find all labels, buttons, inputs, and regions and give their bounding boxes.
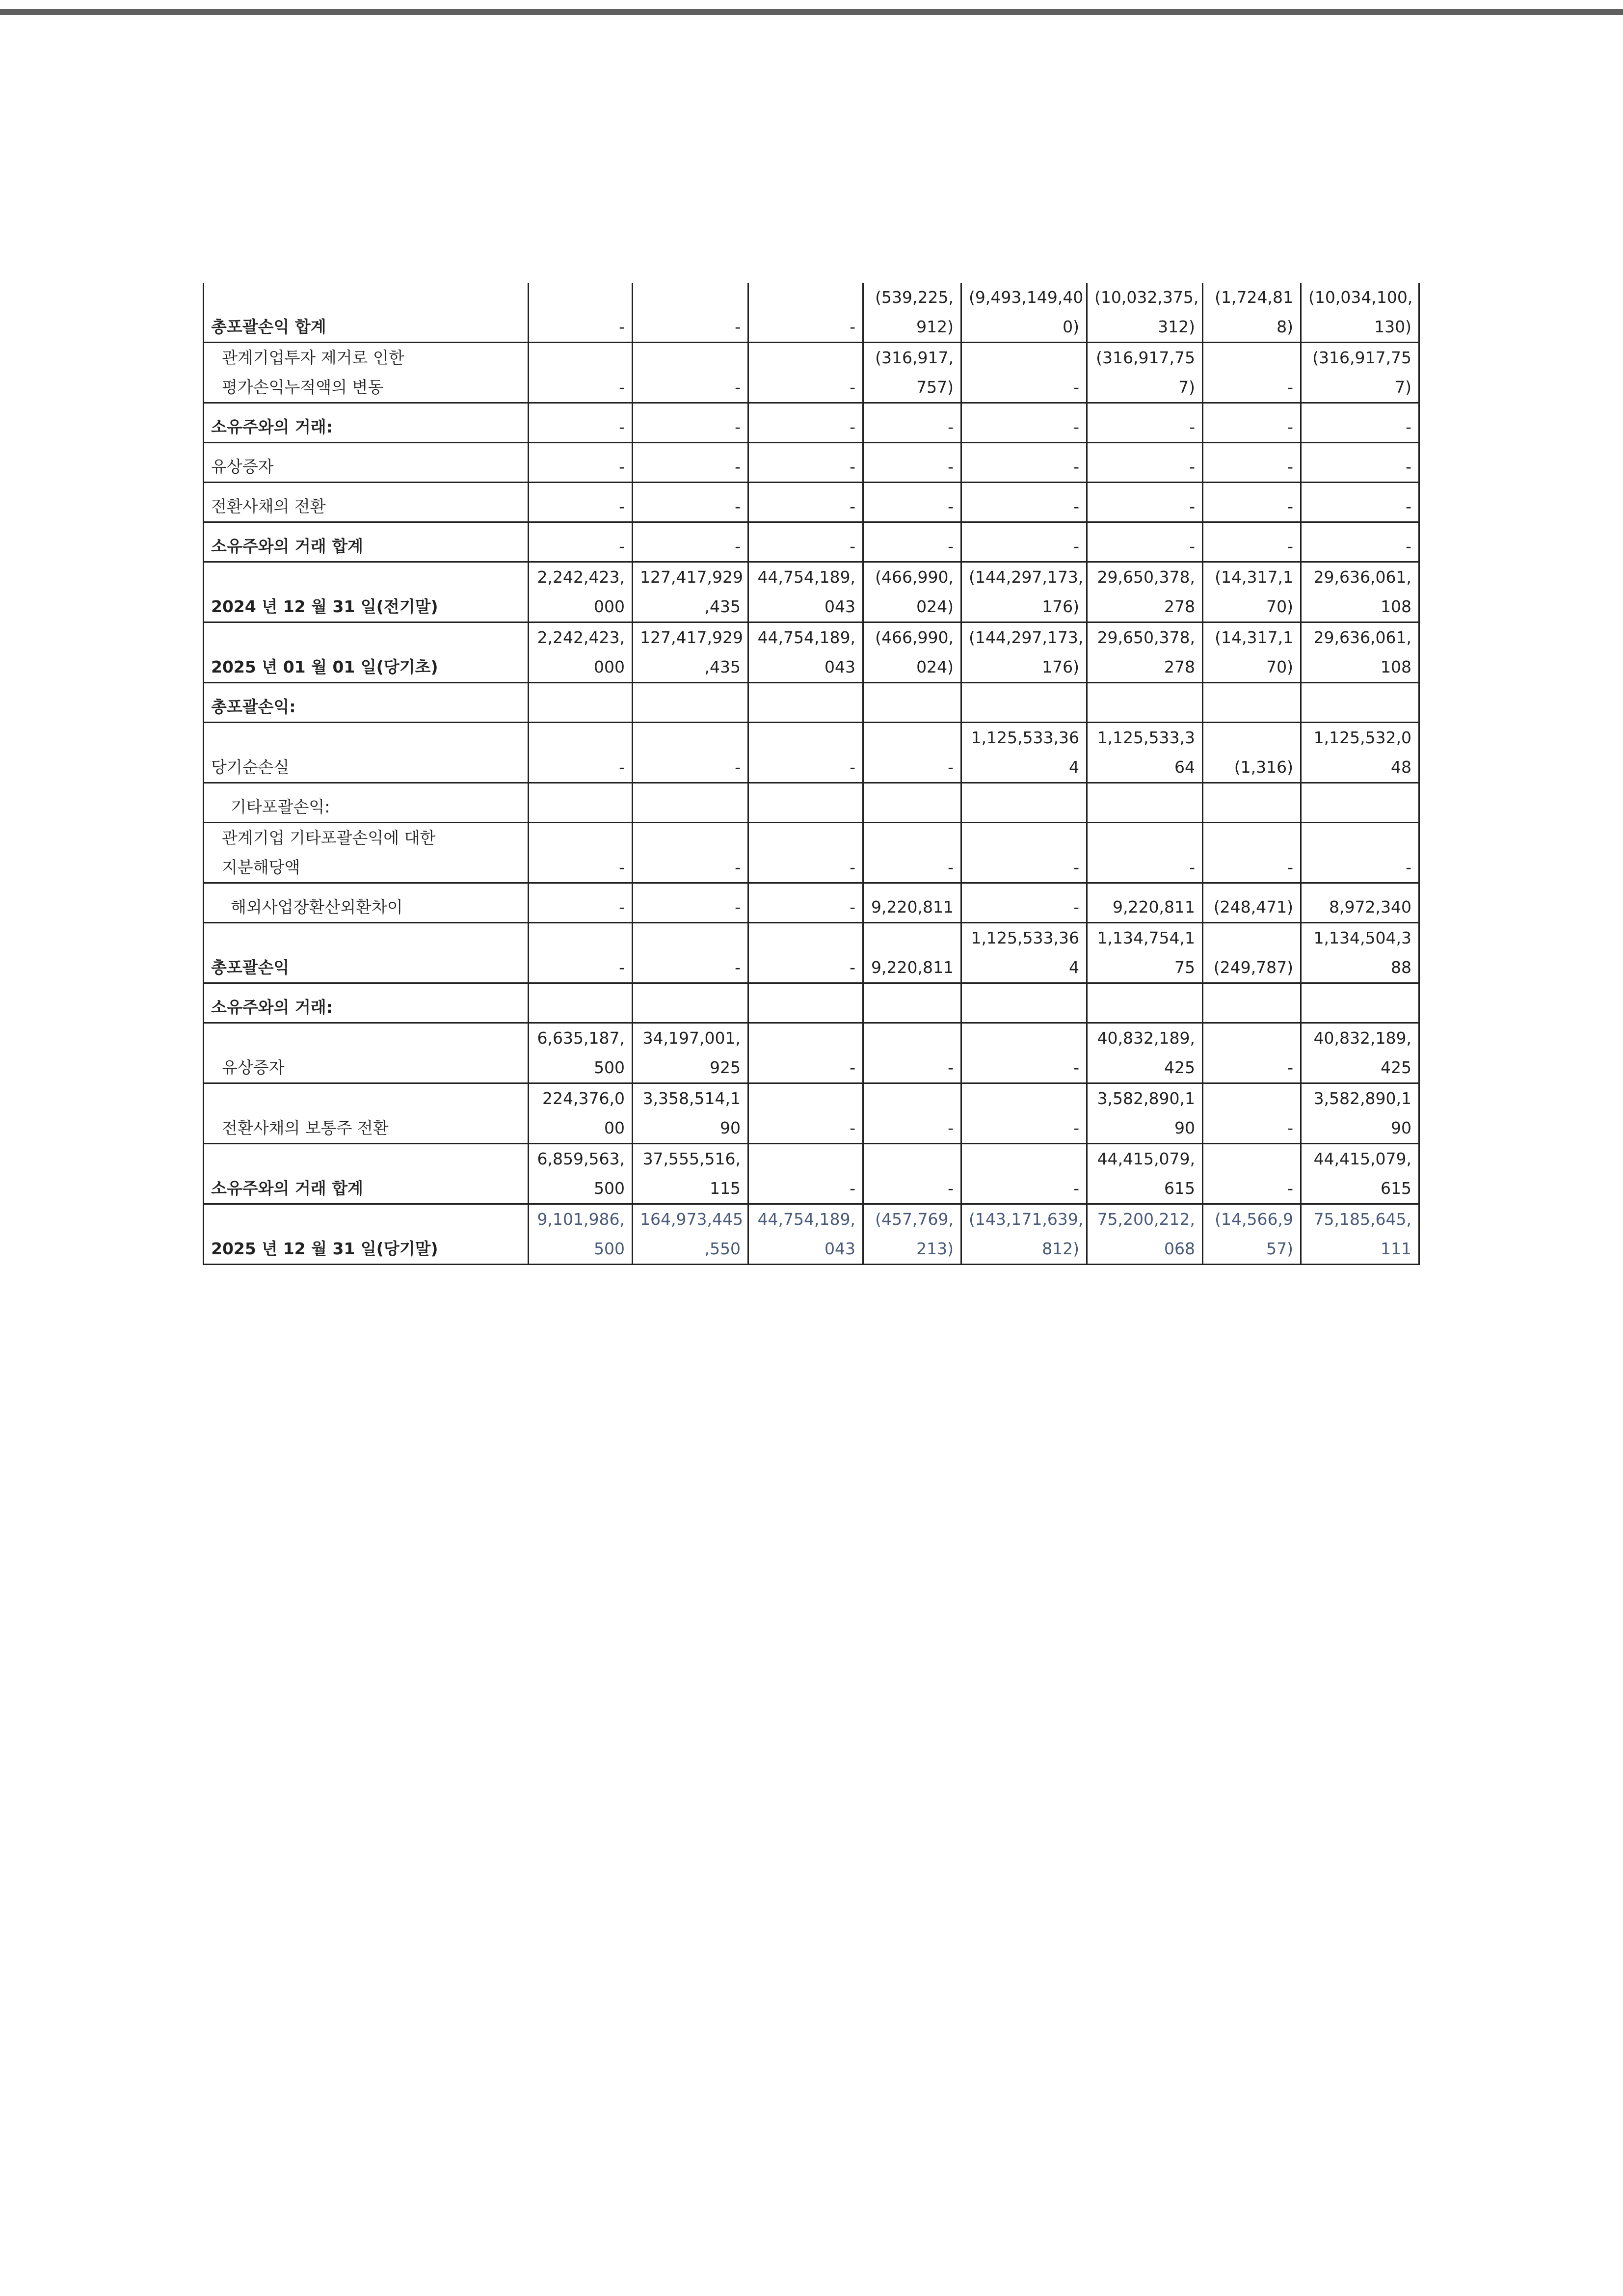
amount-cell: - [748,1144,863,1204]
table-row [204,783,1419,823]
amount-cell: - [748,343,863,403]
amount-cell: - [961,403,1087,443]
amount-cell: - [1203,522,1301,562]
amount-cell: - [529,923,633,983]
amount-cell: - [1203,1023,1301,1083]
amount-cell: (249,787) [1203,923,1301,983]
amount-cell: - [529,522,633,562]
table-row [204,522,1419,562]
amount-cell: 8,972,340 [1301,883,1419,923]
amount-cell [863,683,961,723]
row-label: 전환사채의 전환 [204,483,529,522]
row-label: 소유주와의 거래: [204,403,529,443]
amount-cell: - [863,403,961,443]
amount-cell: - [748,723,863,783]
amount-cell: - [633,923,748,983]
amount-cell: 9,220,811 [863,883,961,923]
table-row [204,1083,1419,1144]
table-row [204,483,1419,522]
amount-cell: 127,417,929 ,435 [633,622,748,683]
amount-cell: - [529,723,633,783]
amount-cell: 164,973,445 ,550 [633,1204,748,1265]
amount-cell: - [529,883,633,923]
table-row [204,723,1419,783]
amount-cell: 3,582,890,1 90 [1087,1083,1203,1144]
amount-cell: - [633,723,748,783]
amount-cell: - [1087,483,1203,522]
table-row [204,1023,1419,1083]
amount-cell: 1,125,533,36 4 [961,923,1087,983]
amount-cell: - [961,1023,1087,1083]
amount-cell: - [529,483,633,522]
amount-cell [633,983,748,1023]
table-row [204,1144,1419,1204]
table-row [204,403,1419,443]
amount-cell: 9,220,811 [1087,883,1203,923]
amount-cell: - [633,522,748,562]
row-label: 관계기업투자 제거로 인한 평가손익누적액의 변동 [204,343,529,403]
amount-cell [863,983,961,1023]
amount-cell: 2,242,423, 000 [529,622,633,683]
amount-cell: - [1301,483,1419,522]
amount-cell: - [1301,443,1419,483]
amount-cell: - [748,883,863,923]
amount-cell [633,683,748,723]
page-top-border [0,9,1623,15]
row-label: 2025 년 12 월 31 일(당기말) [204,1204,529,1265]
row-label: 소유주와의 거래: [204,983,529,1023]
amount-cell: - [961,823,1087,883]
amount-cell: 75,185,645, 111 [1301,1204,1419,1265]
amount-cell [961,983,1087,1023]
amount-cell: - [1203,1083,1301,1144]
amount-cell: 9,101,986, 500 [529,1204,633,1265]
amount-cell: - [1203,343,1301,403]
amount-cell [1203,983,1301,1023]
amount-cell: - [633,443,748,483]
equity-changes-table [203,283,1420,1265]
amount-cell [1301,683,1419,723]
amount-cell: - [748,483,863,522]
amount-cell: - [1203,403,1301,443]
amount-cell: - [529,283,633,343]
amount-cell: - [1203,483,1301,522]
amount-cell: - [961,1083,1087,1144]
amount-cell: - [748,1023,863,1083]
amount-cell: - [961,443,1087,483]
amount-cell: 224,376,0 00 [529,1083,633,1144]
amount-cell [1203,683,1301,723]
row-label: 당기순손실 [204,723,529,783]
amount-cell: - [529,343,633,403]
amount-cell: - [633,283,748,343]
amount-cell [961,683,1087,723]
amount-cell: - [1087,443,1203,483]
amount-cell: (143,171,639, 812) [961,1204,1087,1265]
amount-cell: 127,417,929 ,435 [633,562,748,622]
table-row [204,983,1419,1023]
amount-cell: - [863,1083,961,1144]
amount-cell: - [1203,443,1301,483]
amount-cell [529,683,633,723]
amount-cell: - [633,483,748,522]
amount-cell [1087,683,1203,723]
row-label: 소유주와의 거래 합계 [204,1144,529,1204]
amount-cell: - [863,483,961,522]
amount-cell: - [961,522,1087,562]
amount-cell: - [863,443,961,483]
amount-cell: - [748,403,863,443]
amount-cell: (466,990, 024) [863,562,961,622]
amount-cell: (539,225, 912) [863,283,961,343]
row-label: 2024 년 12 월 31 일(전기말) [204,562,529,622]
table-row [204,923,1419,983]
amount-cell: (316,917,75 7) [1301,343,1419,403]
table-row [204,443,1419,483]
amount-cell: - [748,1083,863,1144]
table-row [204,562,1419,622]
amount-cell: - [863,1023,961,1083]
table-row [204,1204,1419,1265]
amount-cell: (316,917, 757) [863,343,961,403]
amount-cell: - [1203,1144,1301,1204]
amount-cell: - [863,823,961,883]
amount-cell: - [633,343,748,403]
amount-cell: - [1087,403,1203,443]
amount-cell: 29,636,061, 108 [1301,562,1419,622]
amount-cell: 6,635,187, 500 [529,1023,633,1083]
amount-cell [529,983,633,1023]
row-label: 전환사채의 보통주 전환 [204,1083,529,1144]
amount-cell: 75,200,212, 068 [1087,1204,1203,1265]
amount-cell: 1,134,504,3 88 [1301,923,1419,983]
amount-cell: - [748,283,863,343]
amount-cell: - [1087,823,1203,883]
amount-cell: (466,990, 024) [863,622,961,683]
amount-cell: - [529,823,633,883]
amount-cell [1301,783,1419,823]
amount-cell: - [633,403,748,443]
amount-cell: - [961,483,1087,522]
amount-cell: - [748,443,863,483]
amount-cell: (1,724,81 8) [1203,283,1301,343]
amount-cell: - [529,403,633,443]
amount-cell: 34,197,001, 925 [633,1023,748,1083]
amount-cell [1087,783,1203,823]
row-label: 2025 년 01 월 01 일(당기초) [204,622,529,683]
row-label: 총포괄손익 [204,923,529,983]
amount-cell [1087,983,1203,1023]
amount-cell: 6,859,563, 500 [529,1144,633,1204]
amount-cell: 29,650,378, 278 [1087,562,1203,622]
amount-cell: (14,566,9 57) [1203,1204,1301,1265]
table-row [204,283,1419,343]
table-row [204,683,1419,723]
amount-cell: 44,415,079, 615 [1301,1144,1419,1204]
amount-cell: 40,832,189, 425 [1301,1023,1419,1083]
amount-cell: 29,650,378, 278 [1087,622,1203,683]
amount-cell: 40,832,189, 425 [1087,1023,1203,1083]
row-label: 해외사업장환산외환차이 [204,883,529,923]
amount-cell: - [961,883,1087,923]
amount-cell: 1,125,532,0 48 [1301,723,1419,783]
amount-cell: (14,317,1 70) [1203,622,1301,683]
amount-cell: - [748,522,863,562]
amount-cell: - [1301,403,1419,443]
amount-cell: - [633,823,748,883]
amount-cell: 44,754,189, 043 [748,562,863,622]
amount-cell: - [1301,522,1419,562]
amount-cell: (144,297,173, 176) [961,622,1087,683]
table-body [204,283,1419,1265]
row-label: 관계기업 기타포괄손익에 대한 지분해당액 [204,823,529,883]
row-label: 총포괄손익: [204,683,529,723]
amount-cell: 44,754,189, 043 [748,622,863,683]
amount-cell: - [748,823,863,883]
table-row [204,343,1419,403]
amount-cell: (14,317,1 70) [1203,562,1301,622]
amount-cell: (1,316) [1203,723,1301,783]
amount-cell: - [1301,823,1419,883]
amount-cell: - [748,923,863,983]
amount-cell: (457,769, 213) [863,1204,961,1265]
amount-cell: - [863,723,961,783]
row-label: 총포괄손익 합계 [204,283,529,343]
amount-cell: - [633,883,748,923]
amount-cell: (10,032,375, 312) [1087,283,1203,343]
amount-cell: - [863,1144,961,1204]
table-row [204,883,1419,923]
amount-cell: (316,917,75 7) [1087,343,1203,403]
amount-cell: 44,754,189, 043 [748,1204,863,1265]
amount-cell [633,783,748,823]
amount-cell: (10,034,100, 130) [1301,283,1419,343]
amount-cell: 1,125,533,3 64 [1087,723,1203,783]
amount-cell [961,783,1087,823]
amount-cell [1203,783,1301,823]
amount-cell [748,783,863,823]
amount-cell: 1,134,754,1 75 [1087,923,1203,983]
amount-cell: - [1087,522,1203,562]
amount-cell: 1,125,533,36 4 [961,723,1087,783]
row-label: 기타포괄손익: [204,783,529,823]
amount-cell: (9,493,149,40 0) [961,283,1087,343]
table-row [204,622,1419,683]
amount-cell: - [961,1144,1087,1204]
amount-cell: 3,582,890,1 90 [1301,1083,1419,1144]
amount-cell: - [863,522,961,562]
amount-cell: 2,242,423, 000 [529,562,633,622]
amount-cell [863,783,961,823]
amount-cell: - [961,343,1087,403]
row-label: 소유주와의 거래 합계 [204,522,529,562]
amount-cell [748,983,863,1023]
amount-cell: 9,220,811 [863,923,961,983]
amount-cell [1301,983,1419,1023]
row-label: 유상증자 [204,443,529,483]
amount-cell [529,783,633,823]
amount-cell: (248,471) [1203,883,1301,923]
amount-cell: - [529,443,633,483]
amount-cell: 44,415,079, 615 [1087,1144,1203,1204]
amount-cell: 3,358,514,1 90 [633,1083,748,1144]
table-row [204,823,1419,883]
row-label: 유상증자 [204,1023,529,1083]
amount-cell [748,683,863,723]
amount-cell: 37,555,516, 115 [633,1144,748,1204]
amount-cell: 29,636,061, 108 [1301,622,1419,683]
amount-cell: (144,297,173, 176) [961,562,1087,622]
amount-cell: - [1203,823,1301,883]
